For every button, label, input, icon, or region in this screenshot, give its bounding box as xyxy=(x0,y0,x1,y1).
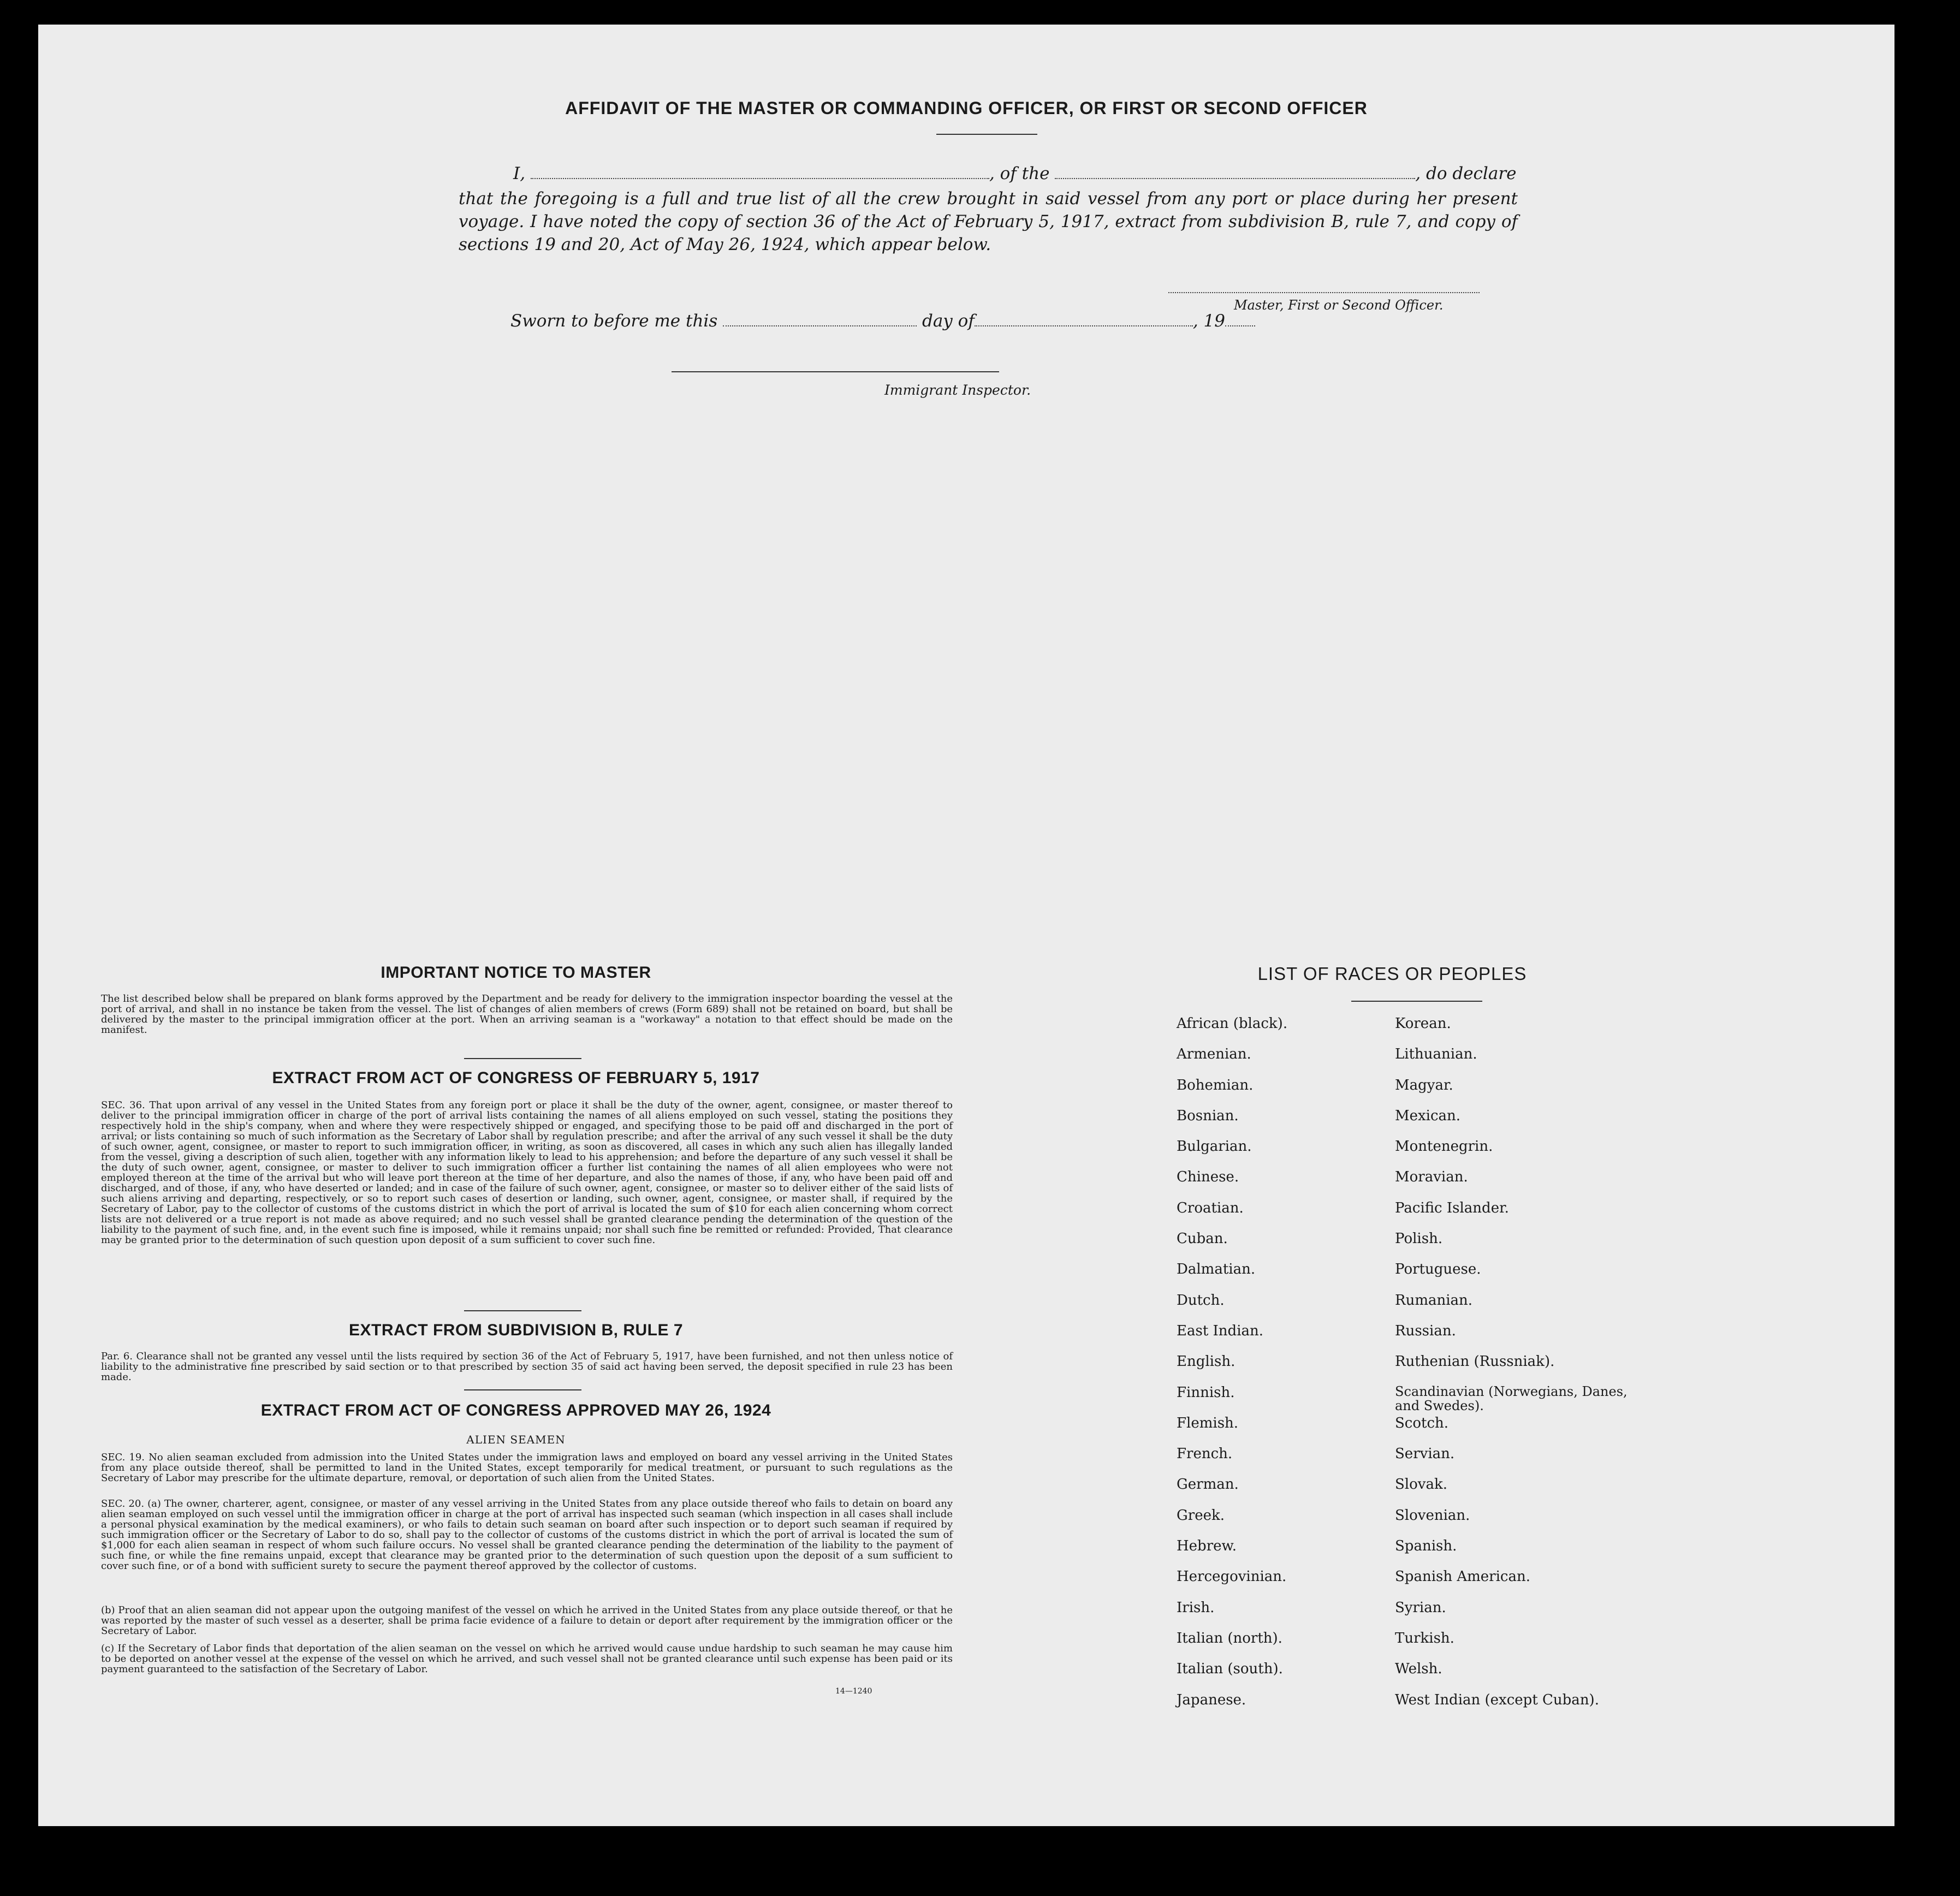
inspector-label: Immigrant Inspector. xyxy=(884,382,1031,398)
name-field[interactable] xyxy=(531,165,989,179)
race-item: Servian. xyxy=(1395,1446,1455,1463)
vessel-field[interactable] xyxy=(1055,165,1415,179)
race-item: Spanish American. xyxy=(1395,1568,1531,1585)
affidavit-title: AFFIDAVIT OF THE MASTER OR COMMANDING OFFICER, OR FIRST OR SECOND OFFICER xyxy=(565,98,1368,118)
race-item: Bosnian. xyxy=(1177,1107,1239,1124)
race-item: Russian. xyxy=(1395,1322,1456,1339)
race-item: Chinese. xyxy=(1177,1169,1239,1186)
day-of-text: day of xyxy=(922,311,975,331)
race-item: Hercegovinian. xyxy=(1177,1568,1287,1585)
race-item: Lithuanian. xyxy=(1395,1046,1477,1063)
race-item: Cuban. xyxy=(1177,1231,1228,1247)
race-item: Scandinavian (Norwegians, Danes, and Swedes). xyxy=(1395,1383,1628,1413)
race-item: Welsh. xyxy=(1395,1661,1442,1678)
race-item: English. xyxy=(1177,1353,1236,1370)
alien-seamen-subtitle: ALIEN SEAMEN xyxy=(466,1433,566,1446)
punch-hole xyxy=(1899,1650,1920,1671)
race-item: Dutch. xyxy=(1177,1292,1225,1309)
race-item: Dalmatian. xyxy=(1177,1261,1256,1278)
affidavit-declaration-line xyxy=(513,164,1605,183)
master-signature-line[interactable] xyxy=(1168,292,1480,293)
races-column-1 xyxy=(1177,1015,1384,1722)
notice-body: The list described below shall be prepared on blank forms approved by the Department and be ready for delivery to the immigration inspector boarding the vessel at the port of arrival, and shall in no instance be taken from the vessel. The list of changes of alien members of crews (Form 689) shall not be retained on board, but shall be delivered by the master to the principal immigration officer at the port. When an arriving seaman is a "workaway" a notation to that effect should be made on the manifest. xyxy=(101,993,953,1036)
race-item: Bulgarian. xyxy=(1177,1138,1252,1155)
inspector-signature-line[interactable] xyxy=(672,371,999,372)
race-item: Slovenian. xyxy=(1395,1507,1470,1524)
sworn-year-field[interactable] xyxy=(1225,312,1255,326)
year-text: , 19 xyxy=(1192,311,1225,331)
affidavit-i: I, xyxy=(513,164,526,183)
races-title: LIST OF RACES OR PEOPLES xyxy=(1257,964,1527,984)
form-number: 14—1240 xyxy=(835,1687,872,1696)
race-item: Ruthenian (Russniak). xyxy=(1395,1353,1555,1370)
race-item: Mexican. xyxy=(1395,1107,1461,1124)
rule7-title: EXTRACT FROM SUBDIVISION B, RULE 7 xyxy=(348,1321,684,1339)
notice-title: IMPORTANT NOTICE TO MASTER xyxy=(381,964,651,982)
title-rule xyxy=(936,134,1037,135)
sec20b-body: (b) Proof that an alien seaman did not appear upon the outgoing manifest of the vessel on which he arrived in the United States from any place outside thereof, or that he was reported by the master of such vessel as a deserter, shall be prima facie evidence of a failure to detain or deport after requirement by the immigration officer or the Secretary of Labor. xyxy=(101,1604,953,1637)
race-item: Korean. xyxy=(1395,1015,1451,1032)
extract-1917-title: EXTRACT FROM ACT OF CONGRESS OF FEBRUARY 5, 1917 xyxy=(272,1069,760,1087)
master-label: Master, First or Second Officer. xyxy=(1234,298,1444,313)
race-item: East Indian. xyxy=(1177,1322,1264,1339)
race-item: Irish. xyxy=(1177,1599,1215,1616)
race-item: Scotch. xyxy=(1395,1414,1449,1431)
section-rule xyxy=(464,1058,581,1059)
races-column-2 xyxy=(1395,1015,1641,1722)
rule7-body: Par. 6. Clearance shall not be granted any vessel until the lists required by section 36 of the Act of February 5, 1917, have been furnished, and not then unless notice of liability to the administrative fine prescribed by said section or to that prescribed by section 35 of said act having been served, the deposit specified in rule 23 has been made. xyxy=(101,1351,953,1383)
sec20c-body: (c) If the Secretary of Labor finds that deportation of the alien seaman on the vessel on which he arrived would cause undue hardship to such seaman he may cause him to be deported on another vessel at the expense of the vessel on which he arrived, and such vessel shall not be granted clearance until such expense has been paid or its payment guaranteed to the satisfaction of the Secretary of Labor. xyxy=(101,1643,953,1675)
race-item: Montenegrin. xyxy=(1395,1138,1493,1155)
section-rule xyxy=(464,1389,581,1390)
extract-1924-title: EXTRACT FROM ACT OF CONGRESS APPROVED MAY 26, 1924 xyxy=(260,1401,771,1419)
race-item: Finnish. xyxy=(1177,1384,1235,1401)
race-item: Slovak. xyxy=(1395,1476,1447,1493)
race-item: African (black). xyxy=(1177,1015,1288,1032)
race-item: Rumanian. xyxy=(1395,1292,1473,1309)
punch-hole xyxy=(1899,1567,1920,1588)
race-item: Croatian. xyxy=(1177,1199,1244,1216)
race-item: German. xyxy=(1177,1476,1239,1493)
sec19-body: SEC. 19. No alien seaman excluded from admission into the United States under the immigration laws and employed on board any vessel arriving in the United States from any place outside thereof, shall be permitted to land in the United States, except temporarily for medical treatment, or pursuant to such regulations as the Secretary of Labor may prescribe for the ultimate departure, removal, or deportation of such alien from the United States. xyxy=(101,1452,953,1484)
race-item: French. xyxy=(1177,1446,1233,1463)
document-page xyxy=(38,25,1894,1826)
sworn-day-field[interactable] xyxy=(723,312,917,326)
race-item: Armenian. xyxy=(1177,1046,1251,1063)
race-item: Flemish. xyxy=(1177,1414,1239,1431)
race-item: Japanese. xyxy=(1177,1691,1246,1708)
sec20a-body: SEC. 20. (a) The owner, charterer, agent, consignee, or master of any vessel arriving in the United States from any place outside thereof who fails to detain on board any alien seaman employed on such vessel until the immigration officer in charge at the port of arrival has inspected such seaman (which inspection in all cases shall include a personal physical examination by the medical examiners), or who fails to detain such seaman on board after such inspection or to deport such seaman if required by such immigration officer or the Secretary of Labor to do so, shall pay to the collector of customs of the customs district in which the port of arrival is located the sum of $1,000 for each alien seaman in respect of whom such failure occurs. No vessel shall be granted clearance pending the determination of the liability to the payment of such fine, or while the fine remains unpaid, except that clearance may be granted prior to the determination of such question upon the deposit of a sum sufficient to cover such fine, or of a bond with sufficient surety to secure the payment thereof approved by the collector of customs. xyxy=(101,1498,953,1572)
races-title-rule xyxy=(1351,1001,1482,1002)
race-item: Greek. xyxy=(1177,1507,1225,1524)
race-item: West Indian (except Cuban). xyxy=(1395,1691,1599,1708)
race-item: Italian (north). xyxy=(1177,1630,1282,1647)
race-item: Bohemian. xyxy=(1177,1077,1254,1093)
sworn-line xyxy=(510,311,1275,331)
race-item: Pacific Islander. xyxy=(1395,1199,1509,1216)
race-item: Polish. xyxy=(1395,1231,1443,1247)
affidavit-paragraph: that the foregoing is a full and true list of all the crew brought in said vessel from any port or place during her present voyage. I have noted the copy of section 36 of the Act of February 5, 1917, extract from subdivision B, rule 7, and copy of sections 19 and 20, Act of May 26, 1924, which appear below. xyxy=(459,189,1518,254)
race-item: Spanish. xyxy=(1395,1538,1457,1555)
affidavit-of-the: , of the xyxy=(989,164,1050,183)
sworn-text: Sworn to before me this xyxy=(510,311,718,331)
race-item: Italian (south). xyxy=(1177,1661,1283,1678)
section-rule xyxy=(464,1310,581,1311)
sworn-month-field[interactable] xyxy=(975,312,1193,326)
race-item: Turkish. xyxy=(1395,1630,1454,1647)
race-item: Hebrew. xyxy=(1177,1538,1237,1555)
race-item: Portuguese. xyxy=(1395,1261,1481,1278)
race-item: Magyar. xyxy=(1395,1077,1453,1093)
affidavit-declare: , do declare xyxy=(1415,164,1517,183)
race-item: Moravian. xyxy=(1395,1169,1468,1186)
extract-1917-body: SEC. 36. That upon arrival of any vessel in the United States from any foreign port or place it shall be the duty of the owner, agent, consignee, or master thereof to deliver to the principal immigration officer in charge of the port of arrival lists containing the names of all aliens employed on such vessel, stating the positions they respectively hold in the ship's company, when and where they were respectively shipped or engaged, and specifying those to be paid off and discharged in the port of arrival; or lists containing so much of such information as the Secretary of Labor shall by regulation prescribe; and after the arrival of any such vessel it shall be the duty of such owner, agent, consignee, or master to report to such immigration officer, in writing, as soon as discovered, all cases in which any such alien has illegally landed from the vessel, giving a description of such alien, together with any information likely to lead to his apprehension; and before the departure of any such vessel it shall be the duty of such owner, agent, consignee, or master to deliver to such immigration officer a further list containing the names of all alien employees who were not employed thereon at the time of the arrival but who will leave port thereon at the time of her departure, and also the names of those, if any, who have been paid off and discharged, and of those, if any, who have deserted or landed; and in case of the failure of such owner, agent, consignee, or master so to deliver either of the said lists of such aliens arriving and departing, respectively, or so to report such cases of desertion or landing, such owner, agent, consignee, or master shall, if required by the Secretary of Labor, pay to the collector of customs of the customs district in which the port of arrival is located the sum of $10 for each alien concerning whom correct lists are not delivered or a true report is not made as above required; and no such vessel shall be granted clearance pending the determination of the question of the liability to the payment of such fine, and, in the event such fine is imposed, while it remains unpaid; nor shall such fine be remitted or refunded: Provided, That clearance may be granted prior to the determination of such question upon deposit of a sum sufficient to cover such fine. xyxy=(101,1099,953,1246)
race-item: Syrian. xyxy=(1395,1599,1446,1616)
